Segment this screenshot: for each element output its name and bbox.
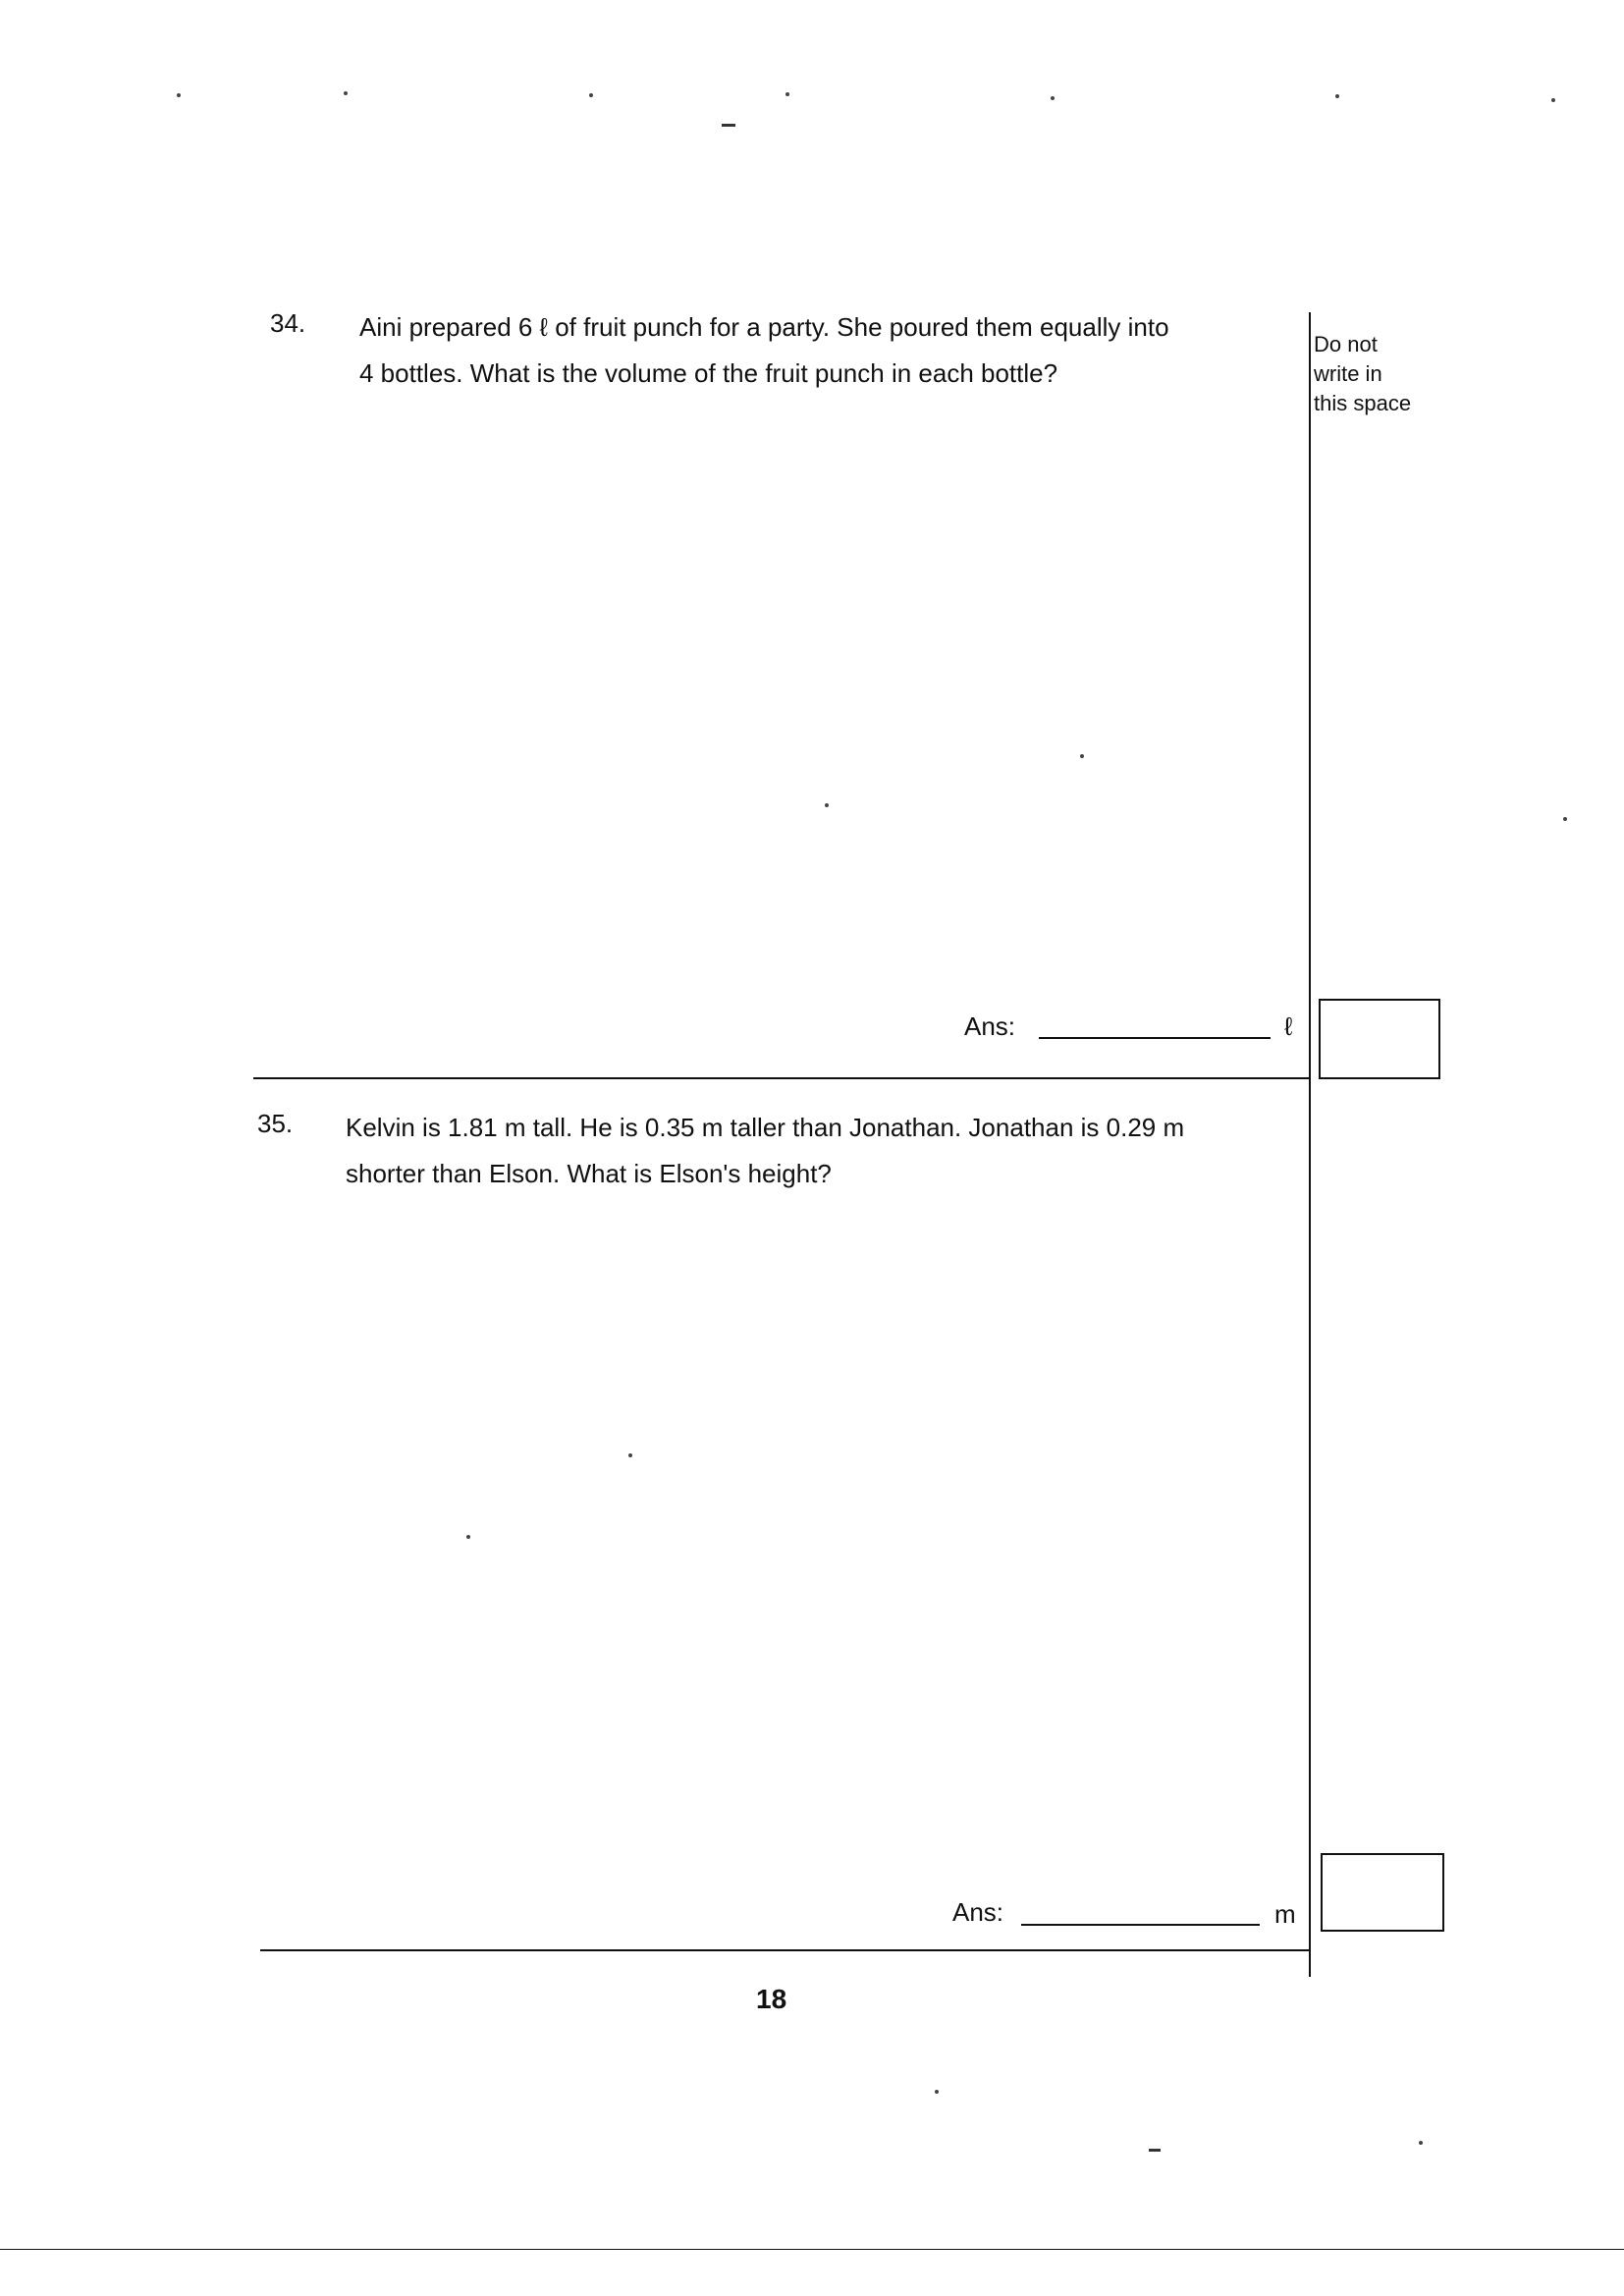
scan-edge-line bbox=[0, 2249, 1624, 2250]
scan-speck bbox=[785, 92, 789, 96]
scan-speck bbox=[466, 1535, 470, 1539]
scan-speck bbox=[1051, 96, 1055, 100]
scan-mark bbox=[722, 124, 735, 127]
answer-blank[interactable] bbox=[1021, 1924, 1260, 1926]
question-line: Aini prepared 6 ℓ of fruit punch for a party. She poured them equally into bbox=[359, 312, 1169, 342]
question-number: 34. bbox=[270, 308, 306, 338]
scan-speck bbox=[344, 91, 348, 95]
scan-speck bbox=[628, 1453, 632, 1457]
margin-note-line: write in bbox=[1314, 361, 1382, 386]
scan-speck bbox=[1419, 2141, 1423, 2145]
question-text bbox=[359, 304, 1400, 397]
question-line: shorter than Elson. What is Elson's height? bbox=[346, 1159, 832, 1188]
question-separator bbox=[260, 1949, 1311, 1951]
answer-unit: ℓ bbox=[1284, 1011, 1293, 1041]
margin-note-line: Do not bbox=[1314, 332, 1378, 356]
margin-note-line: this space bbox=[1314, 391, 1412, 415]
scan-speck bbox=[177, 93, 181, 97]
scan-mark bbox=[1149, 2149, 1161, 2152]
answer-label: Ans: bbox=[952, 1897, 1004, 1927]
answer-label: Ans: bbox=[964, 1011, 1016, 1041]
scan-speck bbox=[1335, 94, 1339, 98]
answer-unit: m bbox=[1274, 1899, 1296, 1929]
scan-speck bbox=[935, 2090, 939, 2094]
question-number: 35. bbox=[257, 1109, 294, 1138]
scan-speck bbox=[825, 803, 829, 807]
scan-speck bbox=[1563, 817, 1567, 821]
answer-blank[interactable] bbox=[1039, 1037, 1271, 1039]
scan-speck bbox=[1080, 754, 1084, 758]
page-number: 18 bbox=[756, 1984, 787, 2014]
scan-speck bbox=[1551, 98, 1555, 102]
question-line: Kelvin is 1.81 m tall. He is 0.35 m taller than Jonathan. Jonathan is 0.29 m bbox=[346, 1113, 1185, 1142]
marks-box[interactable] bbox=[1319, 999, 1440, 1079]
scan-speck bbox=[589, 93, 593, 97]
marks-box[interactable] bbox=[1321, 1853, 1444, 1932]
question-separator bbox=[253, 1077, 1310, 1079]
question-text bbox=[346, 1105, 1386, 1197]
question-line: 4 bottles. What is the volume of the fruit punch in each bottle? bbox=[359, 358, 1058, 388]
